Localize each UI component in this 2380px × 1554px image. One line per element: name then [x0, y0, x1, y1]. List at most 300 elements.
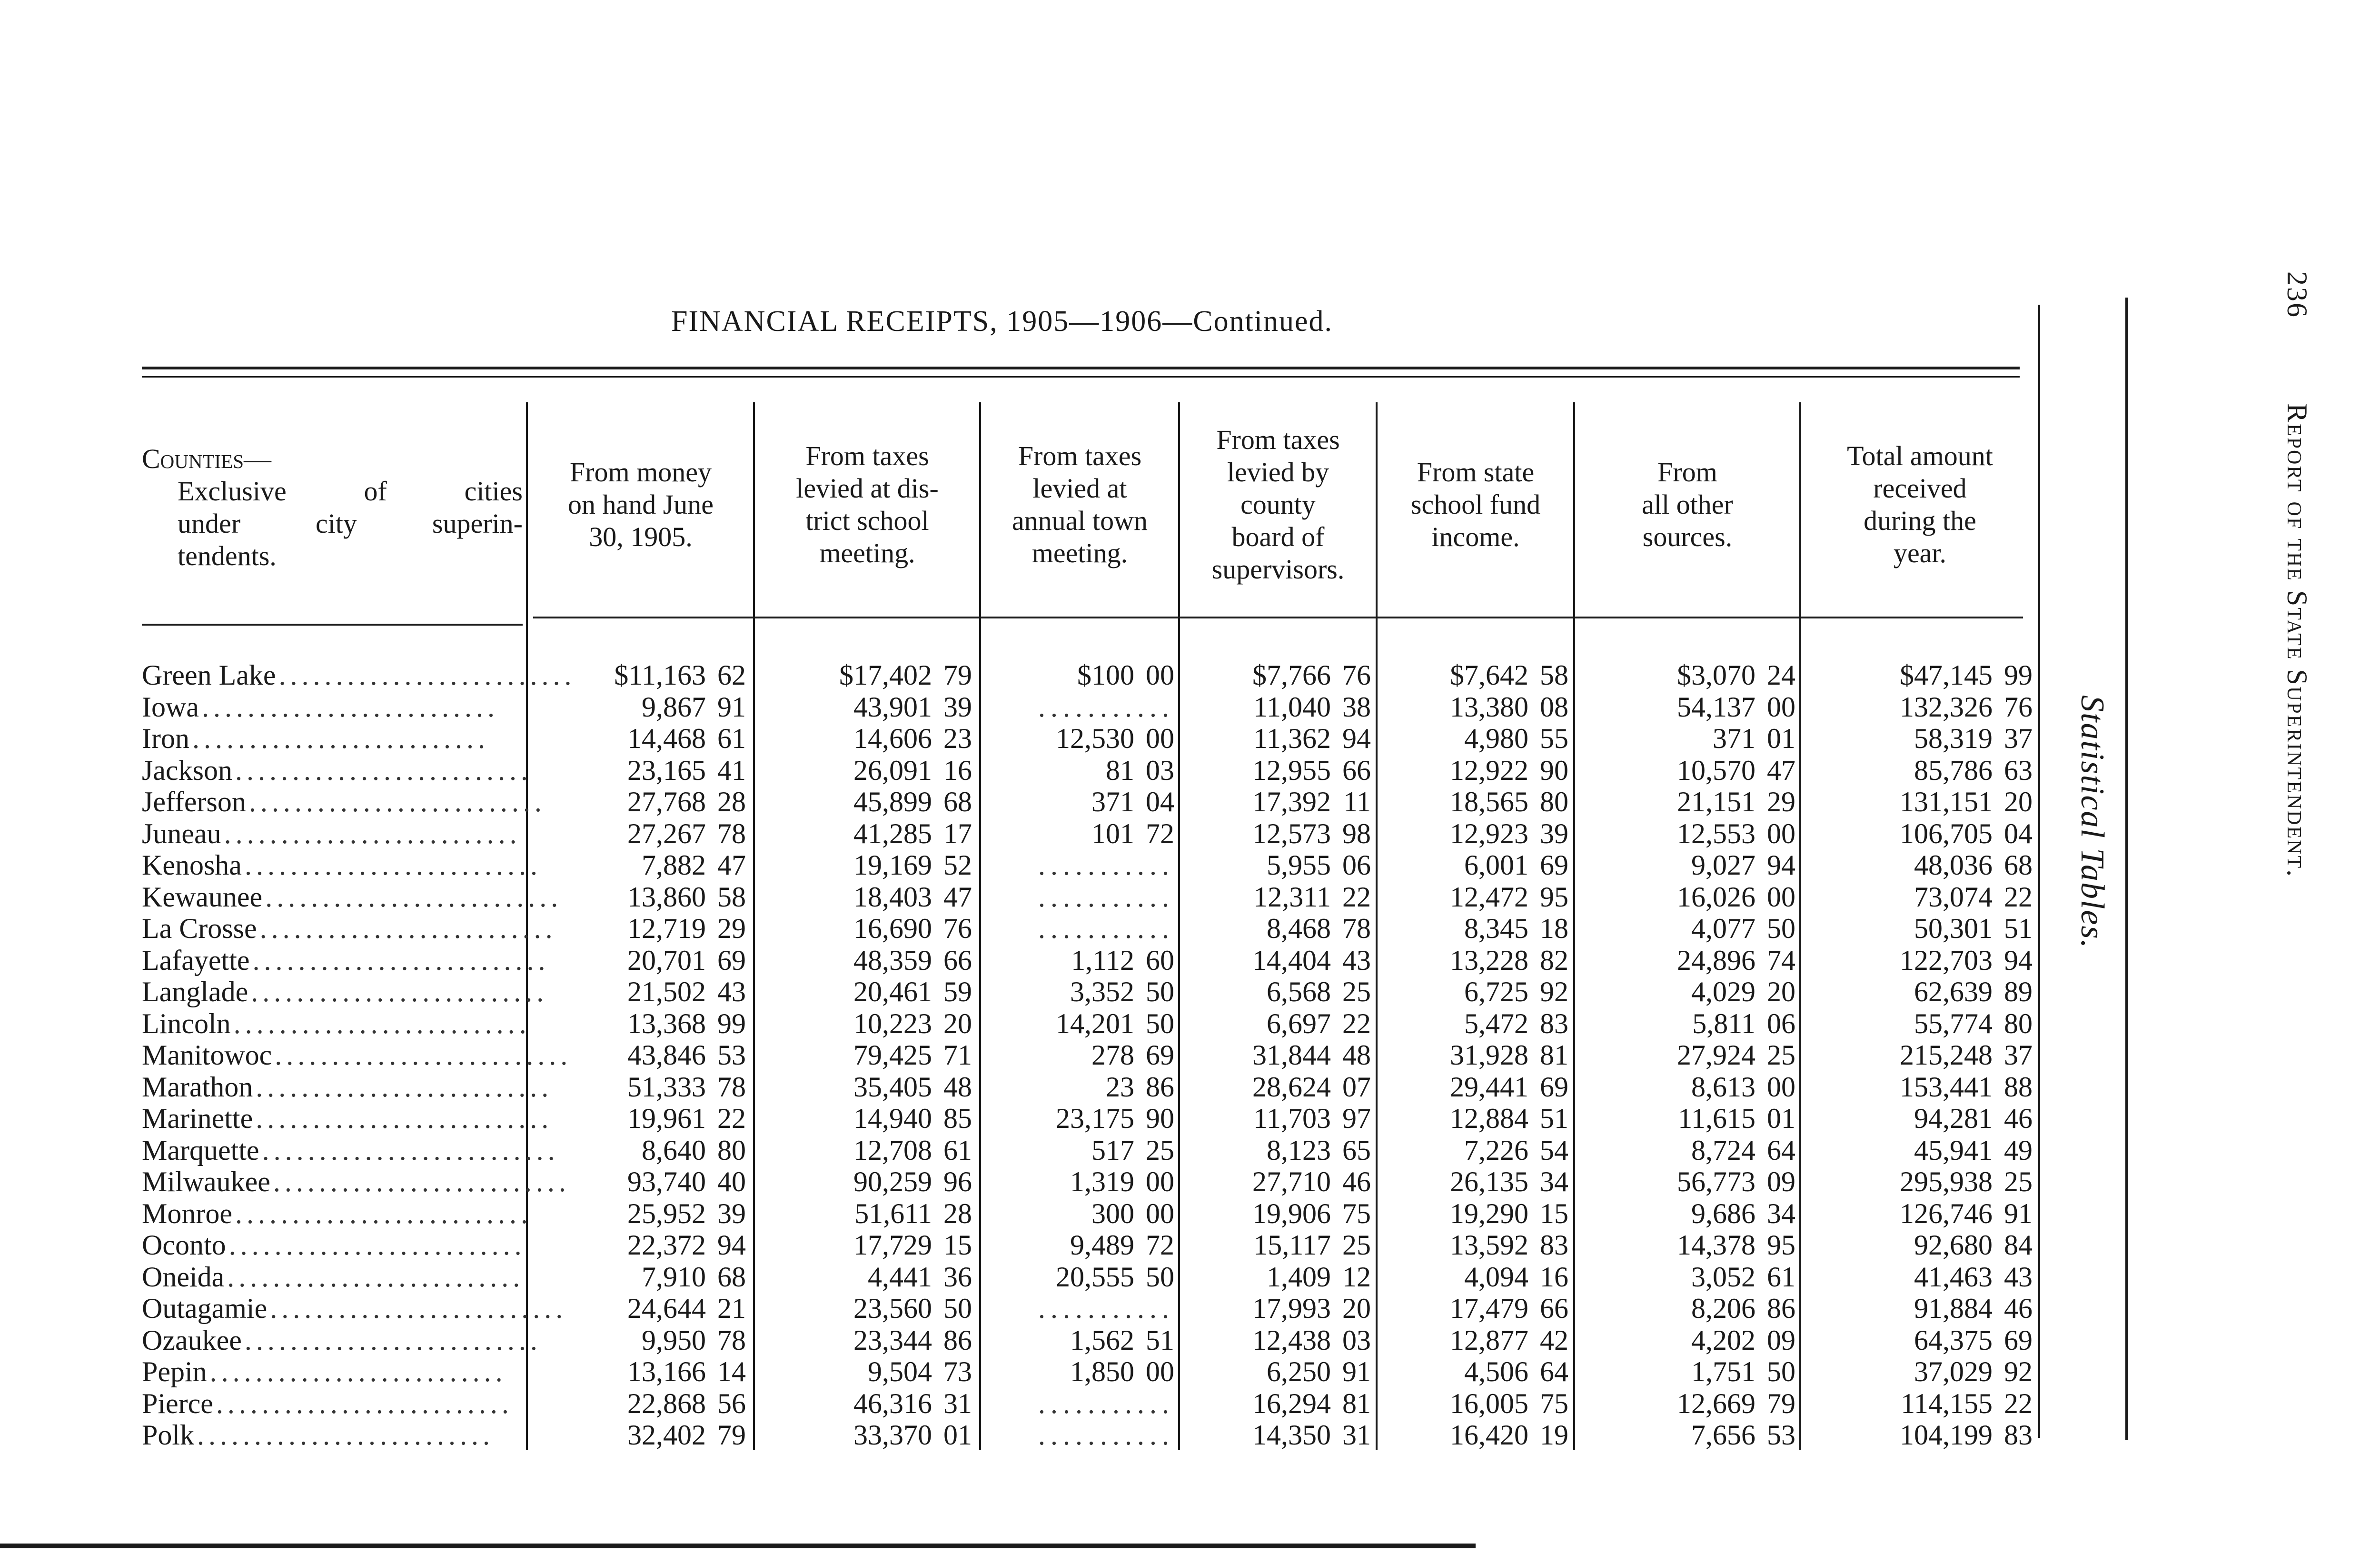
county-label: Langlade — [142, 976, 248, 1007]
dollars: 50,301 — [1914, 913, 1993, 944]
cents: 00 — [1767, 1071, 1795, 1103]
value-cell — [1802, 1419, 2033, 1451]
dollars: 14,378 — [1677, 1229, 1755, 1261]
cents: 46 — [2004, 1103, 2033, 1134]
leader-dots: .......................... — [270, 1293, 567, 1324]
county-label: Lafayette — [142, 944, 250, 976]
cents: 48 — [943, 1071, 972, 1103]
dollars: 73,074 — [1914, 881, 1993, 913]
cents: 86 — [1767, 1293, 1795, 1324]
value-cell — [1802, 976, 2033, 1008]
value-cell — [1180, 1039, 1371, 1071]
value-cell — [1802, 1103, 2033, 1135]
county-label: Iron — [142, 723, 189, 754]
blank-marker: ........... — [1038, 913, 1174, 944]
cents: 69 — [717, 944, 746, 976]
value-cell — [755, 1198, 972, 1230]
cents: 15 — [943, 1229, 972, 1261]
value-cell — [982, 1008, 1174, 1040]
dollars: 41,285 — [853, 817, 932, 849]
cents: 94 — [2004, 944, 2033, 976]
cents: 20 — [1767, 976, 1795, 1007]
value-cell — [1378, 1039, 1568, 1071]
dollars: 8,345 — [1464, 913, 1528, 944]
dollars: 14,940 — [853, 1103, 932, 1134]
cents: 29 — [717, 913, 746, 944]
cents: 22 — [1342, 1007, 1371, 1039]
dollars: 92,680 — [1914, 1229, 1993, 1261]
dollars: 12,553 — [1677, 817, 1755, 849]
cents: 98 — [1342, 817, 1371, 849]
value-cell — [1378, 849, 1568, 881]
value-cell — [982, 1071, 1174, 1103]
cents: 86 — [943, 1324, 972, 1356]
value-cell — [1180, 659, 1371, 691]
value-cell — [1180, 723, 1371, 755]
dollars: 9,489 — [1070, 1229, 1134, 1261]
cents: 61 — [943, 1134, 972, 1166]
dollars: 1,562 — [1070, 1324, 1134, 1356]
dollars: 12,884 — [1450, 1103, 1528, 1134]
dollars: 48,359 — [853, 944, 932, 976]
dollars: 215,248 — [1900, 1039, 1993, 1071]
cents: 88 — [2004, 1071, 2033, 1103]
county-label: Kewaunee — [142, 881, 263, 913]
cents: 92 — [1540, 976, 1568, 1007]
dollars: $7,642 — [1450, 659, 1528, 691]
cents: 75 — [1540, 1387, 1568, 1419]
value-cell — [755, 1419, 972, 1451]
cents: 43 — [2004, 1261, 2033, 1293]
leader-dots: .......................... — [235, 754, 532, 786]
county-name — [142, 1388, 518, 1420]
cents: 83 — [2004, 1419, 2033, 1451]
county-label: Marathon — [142, 1071, 253, 1103]
cents: 78 — [717, 817, 746, 849]
column-header-total: Total amount received during the year. — [1847, 440, 1993, 568]
cents: 62 — [717, 659, 746, 691]
value-cell — [982, 1039, 1174, 1071]
values-column-district-taxes — [755, 659, 972, 1451]
dollars: 4,441 — [868, 1261, 932, 1293]
dollars: 6,568 — [1267, 976, 1331, 1007]
value-cell — [755, 913, 972, 945]
value-cell — [1378, 1388, 1568, 1420]
dollars: 517 — [1091, 1134, 1134, 1166]
cents: 89 — [2004, 976, 2033, 1007]
cents: 19 — [1540, 1419, 1568, 1451]
cents: 43 — [1342, 944, 1371, 976]
cents: 09 — [1767, 1324, 1795, 1356]
county-name — [142, 691, 518, 723]
cents: 79 — [717, 1419, 746, 1451]
value-cell — [982, 818, 1174, 850]
county-name — [142, 754, 532, 787]
value-cell — [755, 1103, 972, 1135]
counties-header-line4: tendents. — [178, 540, 277, 571]
value-cell — [528, 1071, 746, 1103]
value-cell — [528, 1198, 746, 1230]
cents: 14 — [717, 1356, 746, 1387]
dollars: 24,644 — [627, 1293, 706, 1324]
value-cell — [1378, 691, 1568, 723]
cents: 38 — [1342, 691, 1371, 723]
value-cell — [528, 1008, 746, 1040]
cents: 15 — [1540, 1197, 1568, 1229]
dollars: 35,405 — [853, 1071, 932, 1103]
dollars: 9,027 — [1691, 849, 1755, 881]
value-cell — [982, 723, 1174, 755]
leader-dots: .......................... — [248, 786, 546, 817]
value-cell — [755, 1293, 972, 1325]
cents: 54 — [1540, 1134, 1568, 1166]
value-cell — [1802, 945, 2033, 976]
value-cell — [1802, 913, 2033, 945]
county-name — [142, 1166, 570, 1198]
dollars: 1,850 — [1070, 1356, 1134, 1387]
dollars: 20,555 — [1056, 1261, 1134, 1293]
cents: 37 — [2004, 1039, 2033, 1071]
value-cell — [1576, 659, 1795, 691]
cents: 69 — [1540, 1071, 1568, 1103]
cents: 00 — [1767, 691, 1795, 723]
column-divider — [979, 402, 981, 1450]
dollars: 9,950 — [642, 1324, 706, 1356]
cents: 47 — [1767, 754, 1795, 786]
dollars: 7,910 — [642, 1261, 706, 1293]
cents: 68 — [943, 786, 972, 817]
county-name — [142, 913, 557, 945]
county-name — [142, 817, 521, 850]
value-cell — [1802, 1039, 2033, 1071]
top-rule-thin — [142, 376, 2020, 378]
value-cell — [1180, 1261, 1371, 1293]
cents: 60 — [1146, 944, 1174, 976]
cents: 78 — [1342, 913, 1371, 944]
value-cell — [982, 1166, 1174, 1198]
leader-dots: .......................... — [192, 723, 489, 754]
dollars: 10,570 — [1677, 754, 1755, 786]
dollars: 12,955 — [1252, 754, 1331, 786]
value-cell — [528, 1135, 746, 1166]
cents: 22 — [717, 1103, 746, 1134]
cents: 84 — [2004, 1229, 2033, 1261]
dollars: 37,029 — [1914, 1356, 1993, 1387]
value-cell — [755, 786, 972, 818]
dollars: 18,403 — [853, 881, 932, 913]
cents: 39 — [1540, 817, 1568, 849]
county-label: Marinette — [142, 1103, 253, 1134]
values-column-state-fund — [1378, 659, 1568, 1451]
cents: 41 — [717, 754, 746, 786]
value-cell — [528, 1261, 746, 1293]
header-rule-counties — [142, 624, 523, 626]
value-cell — [528, 1039, 746, 1071]
value-cell — [1576, 1261, 1795, 1293]
counties-header — [142, 443, 523, 572]
county-name — [142, 944, 550, 976]
dollars: 6,250 — [1267, 1356, 1331, 1387]
leader-dots: .......................... — [256, 1071, 553, 1103]
value-cell — [528, 786, 746, 818]
cents: 25 — [1342, 1229, 1371, 1261]
county-label: Manitowoc — [142, 1039, 272, 1071]
value-cell — [1378, 1166, 1568, 1198]
county-label: Jefferson — [142, 786, 246, 817]
value-cell — [1576, 786, 1795, 818]
cents: 48 — [1342, 1039, 1371, 1071]
dollars: 295,938 — [1900, 1166, 1993, 1197]
dollars: 7,882 — [642, 849, 706, 881]
county-name — [142, 976, 548, 1008]
value-cell — [1378, 1356, 1568, 1388]
dollars: $7,766 — [1252, 659, 1331, 691]
dollars: 45,941 — [1914, 1134, 1993, 1166]
value-cell — [1802, 1356, 2033, 1388]
county-name — [142, 1007, 531, 1040]
dollars: $3,070 — [1677, 659, 1755, 691]
dollars: 5,811 — [1692, 1007, 1755, 1039]
dollars: 62,639 — [1914, 976, 1993, 1007]
value-cell — [1378, 1198, 1568, 1230]
leader-dots: .......................... — [275, 1039, 572, 1071]
value-cell — [1180, 849, 1371, 881]
value-cell — [1180, 1293, 1371, 1325]
dollars: 32,402 — [627, 1419, 706, 1451]
county-label: Pierce — [142, 1387, 213, 1419]
value-cell — [1180, 881, 1371, 913]
cents: 99 — [717, 1007, 746, 1039]
dollars: 93,740 — [627, 1166, 706, 1197]
cents: 42 — [1540, 1324, 1568, 1356]
value-cell — [1802, 659, 2033, 691]
dollars: 1,112 — [1071, 944, 1134, 976]
value-cell — [1576, 1071, 1795, 1103]
dollars: 22,868 — [627, 1387, 706, 1419]
value-cell — [1378, 1419, 1568, 1451]
cents: 00 — [1146, 723, 1174, 754]
value-cell — [755, 1261, 972, 1293]
dollars: 19,290 — [1450, 1197, 1528, 1229]
dollars: 14,350 — [1252, 1419, 1331, 1451]
dollars: 14,404 — [1252, 944, 1331, 976]
county-label: Monroe — [142, 1197, 232, 1229]
dollars: 58,319 — [1914, 723, 1993, 754]
value-cell — [1378, 976, 1568, 1008]
county-name — [142, 1103, 553, 1135]
cents: 47 — [943, 881, 972, 913]
dollars: 4,980 — [1464, 723, 1528, 754]
dollars: 22,372 — [627, 1229, 706, 1261]
dollars: 14,606 — [853, 723, 932, 754]
value-cell — [982, 1325, 1174, 1356]
value-cell — [1576, 1008, 1795, 1040]
value-cell — [528, 1166, 746, 1198]
dollars: 29,441 — [1450, 1071, 1528, 1103]
cents: 51 — [2004, 913, 2033, 944]
value-cell — [982, 1293, 1174, 1325]
cents: 00 — [1146, 659, 1174, 691]
counties-header-line3: under city superin- — [178, 508, 523, 539]
cents: 53 — [1767, 1419, 1795, 1451]
dollars: 300 — [1091, 1197, 1134, 1229]
leader-dots: .......................... — [201, 691, 499, 723]
value-cell — [1378, 1008, 1568, 1040]
cents: 91 — [717, 691, 746, 723]
county-name — [142, 881, 563, 913]
cents: 94 — [717, 1229, 746, 1261]
cents: 28 — [717, 786, 746, 817]
cents: 74 — [1767, 944, 1795, 976]
dollars: 1,751 — [1691, 1356, 1755, 1387]
cents: 00 — [1146, 1166, 1174, 1197]
table-right-border — [2038, 305, 2040, 1438]
county-name — [142, 1134, 559, 1166]
running-title: Report of the State Superintendent. — [2281, 403, 2313, 878]
county-name — [142, 849, 542, 881]
cents: 22 — [2004, 1387, 2033, 1419]
value-cell — [1378, 881, 1568, 913]
column-divider — [1376, 402, 1378, 1450]
dollars: 6,001 — [1464, 849, 1528, 881]
leader-dots: .......................... — [235, 1197, 532, 1229]
cents: 01 — [943, 1419, 972, 1451]
dollars: 19,961 — [627, 1103, 706, 1134]
cents: 66 — [943, 944, 972, 976]
dollars: 12,719 — [627, 913, 706, 944]
value-cell — [1378, 1229, 1568, 1261]
cents: 66 — [1342, 754, 1371, 786]
value-cell — [1378, 755, 1568, 787]
dollars: 131,151 — [1900, 786, 1993, 817]
value-cell — [1180, 1135, 1371, 1166]
dollars: 12,877 — [1450, 1324, 1528, 1356]
dollars: $47,145 — [1900, 659, 1993, 691]
value-cell — [755, 849, 972, 881]
dollars: 33,370 — [853, 1419, 932, 1451]
dollars: 4,202 — [1691, 1324, 1755, 1356]
value-cell — [755, 1388, 972, 1420]
dollars: 27,267 — [627, 817, 706, 849]
values-column-town-taxes — [982, 659, 1174, 1451]
county-label: Green Lake — [142, 659, 276, 691]
dollars: 94,281 — [1914, 1103, 1993, 1134]
dollars: 19,169 — [853, 849, 932, 881]
value-cell — [755, 755, 972, 787]
dollars: 91,884 — [1914, 1293, 1993, 1324]
leader-dots: .......................... — [278, 659, 576, 691]
dollars: 104,199 — [1900, 1419, 1993, 1451]
value-cell — [1576, 1229, 1795, 1261]
dollars: 21,502 — [627, 976, 706, 1007]
cents: 56 — [717, 1387, 746, 1419]
dollars: 153,441 — [1900, 1071, 1993, 1103]
value-cell — [1576, 691, 1795, 723]
dollars: 54,137 — [1677, 691, 1755, 723]
value-cell — [1378, 723, 1568, 755]
value-cell — [1802, 691, 2033, 723]
cents: 25 — [2004, 1166, 2033, 1197]
values-column-other-sources — [1576, 659, 1795, 1451]
dollars: 13,166 — [627, 1356, 706, 1387]
cents: 97 — [1342, 1103, 1371, 1134]
value-cell — [528, 976, 746, 1008]
values-column-total — [1802, 659, 2033, 1451]
dollars: 56,773 — [1677, 1166, 1755, 1197]
cents: 80 — [1540, 786, 1568, 817]
cents: 06 — [1342, 849, 1371, 881]
dollars: 12,923 — [1450, 817, 1528, 849]
value-cell — [755, 945, 972, 976]
dollars: 23 — [1106, 1071, 1134, 1103]
dollars: 64,375 — [1914, 1324, 1993, 1356]
dollars: 17,479 — [1450, 1293, 1528, 1324]
column-divider — [1799, 402, 1801, 1450]
leader-dots: .......................... — [252, 944, 550, 976]
dollars: 45,899 — [853, 786, 932, 817]
cents: 58 — [1540, 659, 1568, 691]
dollars: 13,228 — [1450, 944, 1528, 976]
county-label: Polk — [142, 1419, 195, 1451]
value-cell — [755, 818, 972, 850]
county-label: Lincoln — [142, 1007, 231, 1039]
value-cell — [755, 1356, 972, 1388]
value-cell — [1180, 1103, 1371, 1135]
value-cell — [755, 1166, 972, 1198]
cents: 76 — [1342, 659, 1371, 691]
cents: 78 — [717, 1324, 746, 1356]
dollars: 12,530 — [1056, 723, 1134, 754]
dollars: 51,611 — [854, 1197, 932, 1229]
cents: 25 — [1146, 1134, 1174, 1166]
value-cell — [1180, 786, 1371, 818]
dollars: 8,613 — [1691, 1071, 1755, 1103]
value-cell — [1576, 945, 1795, 976]
dollars: 17,729 — [853, 1229, 932, 1261]
cents: 09 — [1767, 1166, 1795, 1197]
value-cell — [1378, 659, 1568, 691]
cents: 80 — [717, 1134, 746, 1166]
leader-dots: .......................... — [251, 976, 548, 1007]
dollars: 4,029 — [1691, 976, 1755, 1007]
column-header-county-taxes: From taxes levied by county board of supervisors. — [1211, 424, 1345, 585]
value-cell — [982, 849, 1174, 881]
county-label: Juneau — [142, 817, 221, 849]
cents: 95 — [1540, 881, 1568, 913]
value-cell — [1576, 1039, 1795, 1071]
cents: 29 — [1767, 786, 1795, 817]
value-cell — [1378, 786, 1568, 818]
section-label: Statistical Tables. — [2074, 695, 2111, 949]
value-cell — [528, 945, 746, 976]
dollars: 12,669 — [1677, 1387, 1755, 1419]
column-header-other-sources: From all other sources. — [1642, 457, 1733, 552]
cents: 72 — [1146, 817, 1174, 849]
dollars: 101 — [1091, 817, 1134, 849]
dollars: 31,844 — [1252, 1039, 1331, 1071]
dollars: 8,640 — [642, 1134, 706, 1166]
page-right-border — [2125, 298, 2128, 1440]
leader-dots: .......................... — [233, 1007, 531, 1039]
value-cell — [528, 1229, 746, 1261]
leader-dots: .......................... — [228, 1229, 526, 1261]
dollars: 132,326 — [1900, 691, 1993, 723]
value-cell — [982, 945, 1174, 976]
county-label: Pepin — [142, 1356, 207, 1387]
value-cell — [528, 1388, 746, 1420]
dollars: 55,774 — [1914, 1007, 1993, 1039]
dollars: 27,710 — [1252, 1166, 1331, 1197]
